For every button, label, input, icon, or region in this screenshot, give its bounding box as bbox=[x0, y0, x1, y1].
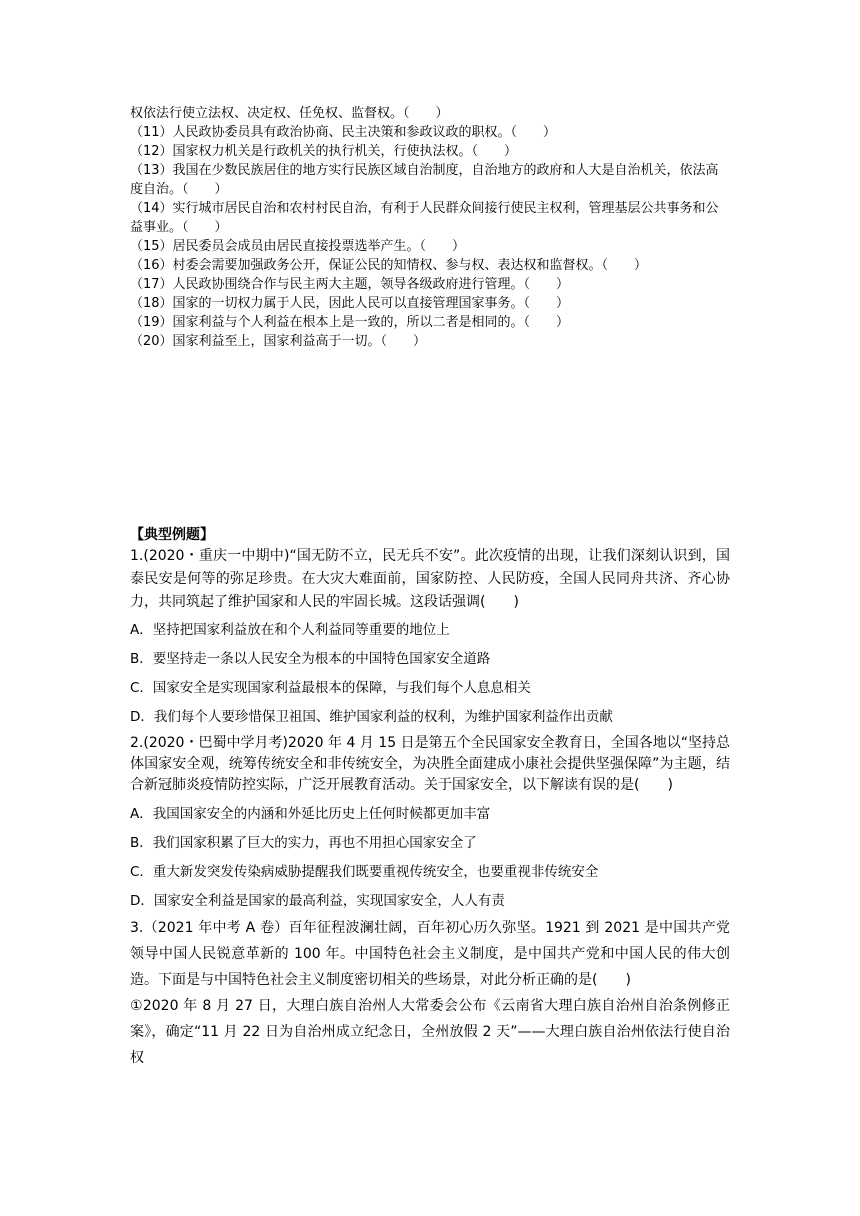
question-2 bbox=[130, 733, 730, 911]
option-c: C．重大新发突发传染病威胁提醒我们既要重视传统安全，也要重视非传统安全 bbox=[130, 864, 599, 880]
question-stem: 1.(2020・重庆一中期中)“国无防不立，民无兵不安”。此次疫情的出现，让我们深刻认识到，国泰民安是何等的弥足珍贵。在大灾大难面前，国家防控、人民防疫，全国人民同舟共济、齐心协力，共同筑起了维护国家和人民的牢固长城。这段话强调( ) bbox=[130, 548, 730, 610]
question-stem: 2.(2020・巴蜀中学月考)2020 年 4 月 15 日是第五个全民国家安全教育日，全国各地以“坚持总体国家安全观，统筹传统安全和非传统安全，为决胜全面建成小康社会提供坚强保障”为主题，结合新冠肺炎疫情防控实际，广泛开展教育活动。关于国家安全，以下解读有误的是( ) bbox=[130, 735, 730, 793]
list-item: （13）我国在少数民族居住的地方实行民族区域自治制度，自治地方的政府和人大是自治机关，依法高度自治。（ ） bbox=[130, 163, 719, 197]
list-item: （15）居民委员会成员由居民直接投票选举产生。（ ） bbox=[130, 239, 466, 254]
list-item: （20）国家利益至上，国家利益高于一切。（ ） bbox=[130, 334, 427, 349]
option-c: C．国家安全是实现国家利益最根本的保障，与我们每个人息息相关 bbox=[130, 680, 531, 696]
true-false-list bbox=[130, 104, 730, 351]
list-item: （11）人民政协委员具有政治协商、民主决策和参政议政的职权。（ ） bbox=[130, 125, 557, 140]
list-item: （12）国家权力机关是行政机关的执行机关，行使执法权。（ ） bbox=[130, 144, 518, 159]
examples-section bbox=[130, 525, 730, 1071]
list-item: （14）实行城市居民自治和农村村民自治，有利于人民群众间接行使民主权利，管理基层公共事务和公益事业。（ ） bbox=[130, 201, 719, 235]
option-d: D．我们每个人要珍惜保卫祖国、维护国家利益的权利，为维护国家利益作出贡献 bbox=[130, 709, 613, 725]
question-3 bbox=[130, 915, 730, 1071]
list-item: （16）村委会需要加强政务公开，保证公民的知情权、参与权、表达权和监督权。（ ） bbox=[130, 258, 648, 273]
question-stem: 3.（2021 年中考 A 卷）百年征程波澜壮阔，百年初心历久弥坚。1921 到 2021 是中国共产党领导中国人民锐意革新的 100 年。中国特色社会主义制度，是中国共产党和中国人民的伟大创造。下面是与中国特色社会主义制度密切相关的些场景，对此分析正确的是( ) bbox=[130, 920, 730, 988]
list-item: （19）国家利益与个人利益在根本上是一致的，所以二者是相同的。（ ） bbox=[130, 315, 570, 330]
question-1 bbox=[130, 545, 730, 727]
option-a: A．坚持把国家利益放在和个人利益同等重要的地位上 bbox=[130, 622, 450, 638]
option-b: B．我们国家积累了巨大的实力，再也不用担心国家安全了 bbox=[130, 835, 477, 851]
section-title: 【典型例题】 bbox=[130, 527, 214, 543]
option-b: B．要坚持走一条以人民安全为根本的中国特色国家安全道路 bbox=[130, 651, 491, 667]
question-item-1: ①2020 年 8 月 27 日，大理白族自治州人大常委会公布《云南省大理白族自治州自治条例修正案》，确定“11 月 22 日为自治州成立纪念日，全州放假 2 天”——大理白族自治州依法行使自治权 bbox=[130, 998, 730, 1066]
list-item: （17）人民政协围绕合作与民主两大主题，领导各级政府进行管理。（ ） bbox=[130, 277, 570, 292]
option-d: D．国家安全利益是国家的最高利益，实现国家安全，人人有责 bbox=[130, 893, 505, 909]
option-a: A．我国国家安全的内涵和外延比历史上任何时候都更加丰富 bbox=[130, 806, 491, 822]
list-item: 权依法行使立法权、决定权、任免权、监督权。（ ） bbox=[130, 106, 449, 121]
list-item: （18）国家的一切权力属于人民，因此人民可以直接管理国家事务。（ ） bbox=[130, 296, 570, 311]
